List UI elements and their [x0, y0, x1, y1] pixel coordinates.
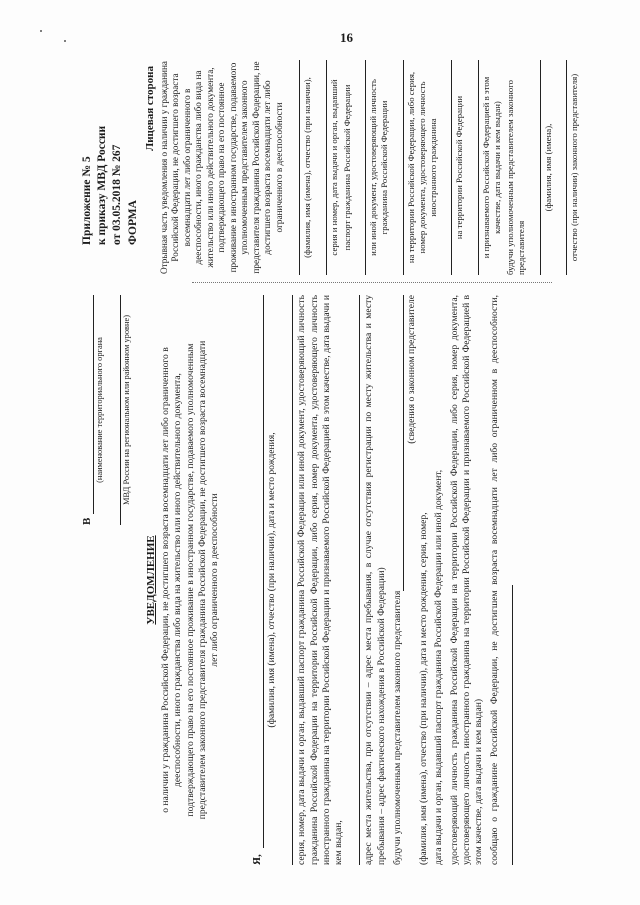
stub-id-caption: или иной документ, удостоверяющий личность гражданина Российской Федерации	[368, 79, 390, 256]
fill-line	[502, 585, 513, 865]
notice-title: УВЕДОМЛЕНИЕ	[145, 535, 157, 625]
notice-form	[80, 290, 585, 865]
fill-line	[530, 60, 541, 275]
notice-body	[250, 295, 516, 865]
fill-line	[468, 60, 479, 275]
legal-rep-passport-caption: дата выдачи и орган, выдавший паспорт гражданина Российской Федерации или иной документ,	[433, 469, 445, 865]
org-fill-line	[106, 295, 121, 525]
fio-caption: (фамилия, имя (имена), отчество (при наличии), дата и место рождения,	[266, 432, 278, 728]
fill-line	[348, 295, 360, 865]
org-caption-level: МВД России на региональном или районном уровне)	[121, 314, 131, 506]
notice-subtitle: о наличии у гражданина Российской Федерации, не достигшего возраста восемнадцати лет либо ограниченного в дееспособности, иного гражданства либо вида на жительство или иного действительного документа, подтверждающего право на его постоянное проживание в иностранном государстве, подаваемого уполномоченным представителем законного представителя гражданина Российской Федерации, не достигшего возраста восемнадцати лет либо ограниченного в дееспособности	[160, 340, 221, 820]
side-label: Лицевая сторона	[143, 66, 156, 151]
tear-off-divider	[192, 282, 552, 283]
stub-recognition-caption: и признаваемого Российской Федерацией в этом качестве, дата выдачи и кем выдан)	[480, 76, 502, 259]
legal-rep-id-caption: удостоверяющий личность гражданина Российской Федерации на территории Российской Федерации, либо серия, номер документа, удостоверяющего личность иностранного гражданина на территории Российской Федерации и признаваемого Российской Федерацией в этом качестве, дата выдачи и кем выдан)	[448, 295, 485, 865]
rotated-form	[80, 60, 585, 865]
fill-line	[556, 60, 567, 275]
address-caption: адрес места жительства, при отсутствии – адрес места пребывания, в случае отсутствия регистрации по месту жительства и месту пребывания – адрес фактического нахождения в Российской Федерации)	[363, 295, 387, 865]
legal-rep-caption: (сведения о законном представителе	[405, 295, 417, 444]
form-label: ФОРМА	[126, 200, 139, 245]
minor-intro-text	[489, 295, 514, 865]
legal-rep-fio-caption: (фамилия, имя (имена), отчество (при наличии), дата и место рождения, серия, номер,	[418, 512, 430, 865]
minor-intro-label: сообщаю о гражданине Российской Федерации, не достигшем возраста восемнадцати лет либо ограниченном в дееспособности,	[488, 295, 500, 865]
stub-legal-rep-patronymic-caption: отчество (при наличии) законного представителя)	[568, 73, 579, 262]
fill-line	[289, 60, 300, 275]
fill-line	[316, 60, 327, 275]
stub-intro: Отрывная часть уведомления о наличии у гражданина Российской Федерации, не достигшего возраста восемнадцати лет либо ограниченного в дееспособности, иного гражданства либо вида на жительство или иного действительного документа, подтверждающего право на его постоянное проживание в иностранном государстве, подаваемого уполномоченным представителем законного представителя гражданина Российской Федерации, не достигшего возраста восемнадцати лет либо ограниченного в дееспособности	[158, 61, 284, 274]
addressee-fill-line	[81, 295, 94, 514]
org-caption: (наименование территориального органа	[95, 337, 105, 483]
stub-passport-caption: серия и номер, дата выдачи и орган, выдавший	[328, 79, 339, 256]
fill-line	[441, 60, 452, 275]
stub-fio-caption: (фамилия, имя (имена), отчество (при наличии),	[302, 77, 313, 258]
addressee-block	[80, 295, 133, 525]
authorized-rep-text: будучи уполномоченным представителем законного представителя	[391, 590, 403, 865]
passport-caption: серия, номер, дата выдачи и орган, выдавший паспорт гражданина Российской Федерации или иной документ, удостоверяющий личность гражданина Российской Федерации на территории Российской Федерации, либо серия, номер документа, удостоверяющего личность иностранного гражданина на территории Российской Федерации и признаваемого Российской Федерацией в этом качестве, дата выдачи и кем выдан,	[296, 295, 345, 865]
addressee-prefix: В	[81, 517, 93, 525]
fill-line	[355, 60, 366, 275]
scan-speck	[64, 40, 66, 42]
stub-passport-caption2: паспорт гражданина Российской Федерации	[341, 84, 352, 251]
stub-territory-caption: на территории Российской Федерации	[454, 95, 465, 240]
stub-foreign-id-caption: на территории Российской Федерации, либо серия, номер документа, удостоверяющего личность иностранного гражданина	[405, 71, 439, 264]
ya-label: Я,	[251, 854, 263, 865]
applicant-fill-line	[251, 295, 264, 848]
fill-line	[391, 295, 404, 591]
notice-title-block	[144, 335, 221, 825]
order-reference: к приказу МВД России	[96, 125, 109, 245]
fill-line	[393, 60, 404, 275]
stub-legal-rep-name-caption: (фамилия, имя (имена),	[542, 123, 553, 212]
page-number: 16	[340, 30, 353, 45]
order-date-number: от 03.05.2018 № 267	[111, 144, 124, 245]
appendix-header	[80, 60, 141, 245]
stub-authorized-rep-text: будучи уполномоченным представителем законного представителя	[505, 79, 527, 275]
fill-line	[281, 295, 293, 865]
tear-off-column	[80, 60, 585, 275]
scan-speck	[40, 30, 42, 32]
appendix-number: Приложение № 5	[81, 156, 93, 245]
